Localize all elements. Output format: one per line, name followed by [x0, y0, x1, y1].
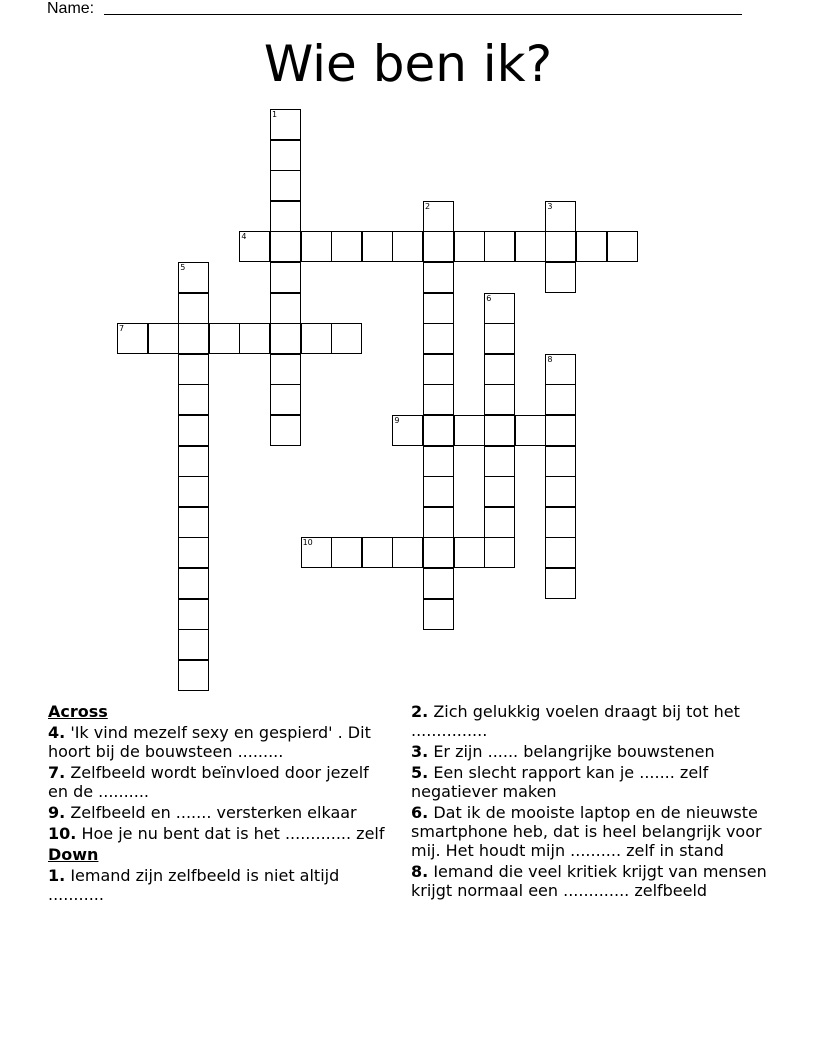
grid-cell[interactable] — [515, 231, 546, 262]
grid-cell[interactable] — [392, 231, 423, 262]
grid-cell[interactable] — [423, 537, 454, 568]
clues-left-column — [48, 702, 393, 906]
clue-number-label: 4 — [241, 232, 247, 242]
grid-cell[interactable] — [484, 415, 515, 446]
grid-cell[interactable] — [178, 446, 209, 477]
clue-number: 4. — [48, 723, 66, 742]
grid-cell[interactable] — [423, 568, 454, 599]
grid-cell[interactable] — [423, 599, 454, 630]
grid-cell[interactable] — [362, 537, 393, 568]
grid-cell[interactable] — [362, 231, 393, 262]
clue-number: 8. — [411, 862, 429, 881]
grid-cell[interactable] — [454, 537, 485, 568]
grid-cell[interactable] — [545, 507, 576, 538]
clue-number-label: 9 — [394, 416, 400, 425]
clue-number-label: 10 — [302, 538, 313, 548]
clue-text: Iemand die veel kritiek krijgt van mensen krijgt normaal een ............. zelfbeeld — [411, 862, 767, 900]
clue-number-label: 2 — [425, 201, 431, 211]
grid-cell[interactable] — [545, 415, 576, 446]
grid-cell[interactable] — [484, 323, 515, 354]
grid-cell[interactable] — [270, 262, 301, 293]
grid-cell[interactable] — [423, 384, 454, 415]
clue-number-label: 8 — [547, 354, 553, 364]
puzzle-title: Wie ben ik? — [263, 35, 553, 93]
clue-across-4 — [48, 723, 393, 761]
grid-cell[interactable] — [148, 323, 179, 354]
grid-cell[interactable] — [270, 293, 301, 324]
clue-down-5 — [411, 763, 771, 801]
grid-cell[interactable] — [178, 660, 209, 691]
across-heading: Across — [48, 702, 108, 721]
clue-down-1 — [48, 866, 393, 904]
clue-number: 10. — [48, 824, 77, 843]
grid-cell[interactable] — [423, 323, 454, 354]
grid-cell[interactable] — [484, 507, 515, 538]
clue-number-label: 5 — [180, 263, 186, 272]
clue-text: Zelfbeeld wordt beïnvloed door jezelf en de .......... — [48, 763, 369, 801]
down-heading: Down — [48, 845, 99, 864]
grid-cell[interactable] — [331, 537, 362, 568]
grid-cell[interactable] — [484, 476, 515, 507]
clue-number: 6. — [411, 803, 429, 822]
clue-number-label: 6 — [486, 293, 492, 303]
grid-cell[interactable] — [178, 384, 209, 415]
grid-cell[interactable] — [607, 231, 638, 262]
clue-number-label: 3 — [547, 201, 553, 211]
grid-cell[interactable] — [423, 446, 454, 477]
grid-cell[interactable] — [423, 354, 454, 385]
clue-number: 5. — [411, 763, 429, 782]
grid-cell[interactable] — [270, 231, 301, 262]
grid-cell[interactable] — [270, 140, 301, 171]
grid-cell[interactable] — [545, 384, 576, 415]
grid-cell[interactable] — [484, 537, 515, 568]
grid-cell[interactable] — [178, 415, 209, 446]
grid-cell[interactable] — [423, 415, 454, 446]
grid-cell[interactable] — [239, 323, 270, 354]
grid-cell[interactable] — [178, 476, 209, 507]
grid-cell[interactable] — [270, 170, 301, 201]
grid-cell[interactable] — [454, 415, 485, 446]
clue-text: Iemand zijn zelfbeeld is niet altijd ........... — [48, 866, 340, 904]
clue-down-8 — [411, 862, 771, 900]
clue-number: 1. — [48, 866, 66, 885]
grid-cell[interactable] — [178, 599, 209, 630]
clue-text: Hoe je nu bent dat is het ............. zelf — [81, 824, 385, 843]
grid-cell[interactable] — [270, 354, 301, 385]
grid-cell[interactable] — [178, 293, 209, 324]
grid-cell[interactable] — [423, 507, 454, 538]
clue-text: Zich gelukkig voelen draagt bij tot het ............... — [411, 702, 740, 740]
grid-cell[interactable] — [423, 262, 454, 293]
grid-cell[interactable] — [576, 231, 607, 262]
clue-text: 'Ik vind mezelf sexy en gespierd' . Dit hoort bij de bouwsteen ......... — [48, 723, 371, 761]
grid-cell[interactable] — [484, 354, 515, 385]
clue-across-7 — [48, 763, 393, 801]
clue-number: 3. — [411, 742, 429, 761]
clue-text: Er zijn ...... belangrijke bouwstenen — [433, 742, 715, 761]
grid-cell[interactable] — [178, 537, 209, 568]
grid-cell[interactable] — [423, 231, 454, 262]
clue-text: Zelfbeeld en ....... versterken elkaar — [70, 803, 357, 822]
grid-cell[interactable] — [484, 231, 515, 262]
grid-cell[interactable] — [545, 476, 576, 507]
grid-cell[interactable] — [545, 231, 576, 262]
grid-cell[interactable] — [270, 201, 301, 232]
clue-down-6 — [411, 803, 771, 860]
grid-cell[interactable] — [545, 262, 576, 293]
grid-cell[interactable] — [392, 537, 423, 568]
grid-cell[interactable] — [423, 293, 454, 324]
grid-cell[interactable] — [484, 446, 515, 477]
grid-cell[interactable] — [270, 415, 301, 446]
name-label: Name: — [47, 0, 95, 17]
clue-down-2 — [411, 702, 771, 740]
grid-cell[interactable] — [331, 231, 362, 262]
grid-cell[interactable] — [545, 446, 576, 477]
grid-cell[interactable] — [178, 354, 209, 385]
grid-cell[interactable] — [545, 568, 576, 599]
grid-cell[interactable] — [301, 323, 332, 354]
clue-number-label: 1 — [272, 110, 278, 119]
grid-cell[interactable] — [178, 323, 209, 354]
grid-cell[interactable] — [301, 231, 332, 262]
clue-number: 9. — [48, 803, 66, 822]
grid-cell[interactable] — [454, 231, 485, 262]
grid-cell[interactable] — [178, 568, 209, 599]
clues-right-column — [411, 702, 771, 902]
clue-number-label: 7 — [119, 324, 125, 334]
clue-text: Een slecht rapport kan je ....... zelf negatiever maken — [411, 763, 709, 801]
grid-cell[interactable] — [515, 415, 546, 446]
clue-number: 2. — [411, 702, 429, 721]
clue-number: 7. — [48, 763, 66, 782]
grid-cell[interactable] — [484, 384, 515, 415]
clue-across-10 — [48, 824, 393, 843]
clue-across-9 — [48, 803, 393, 822]
grid-cell[interactable] — [423, 476, 454, 507]
grid-cell[interactable] — [209, 323, 240, 354]
grid-cell[interactable] — [178, 507, 209, 538]
grid-cell[interactable] — [331, 323, 362, 354]
clue-down-3 — [411, 742, 771, 761]
grid-cell[interactable] — [545, 537, 576, 568]
clue-text: Dat ik de mooiste laptop en de nieuwste smartphone heb, dat is heel belangrijk voor mij. Het houdt mijn .......... zelf in stand — [411, 803, 762, 860]
grid-cell[interactable] — [270, 384, 301, 415]
grid-cell[interactable] — [270, 323, 301, 354]
grid-cell[interactable] — [178, 629, 209, 660]
